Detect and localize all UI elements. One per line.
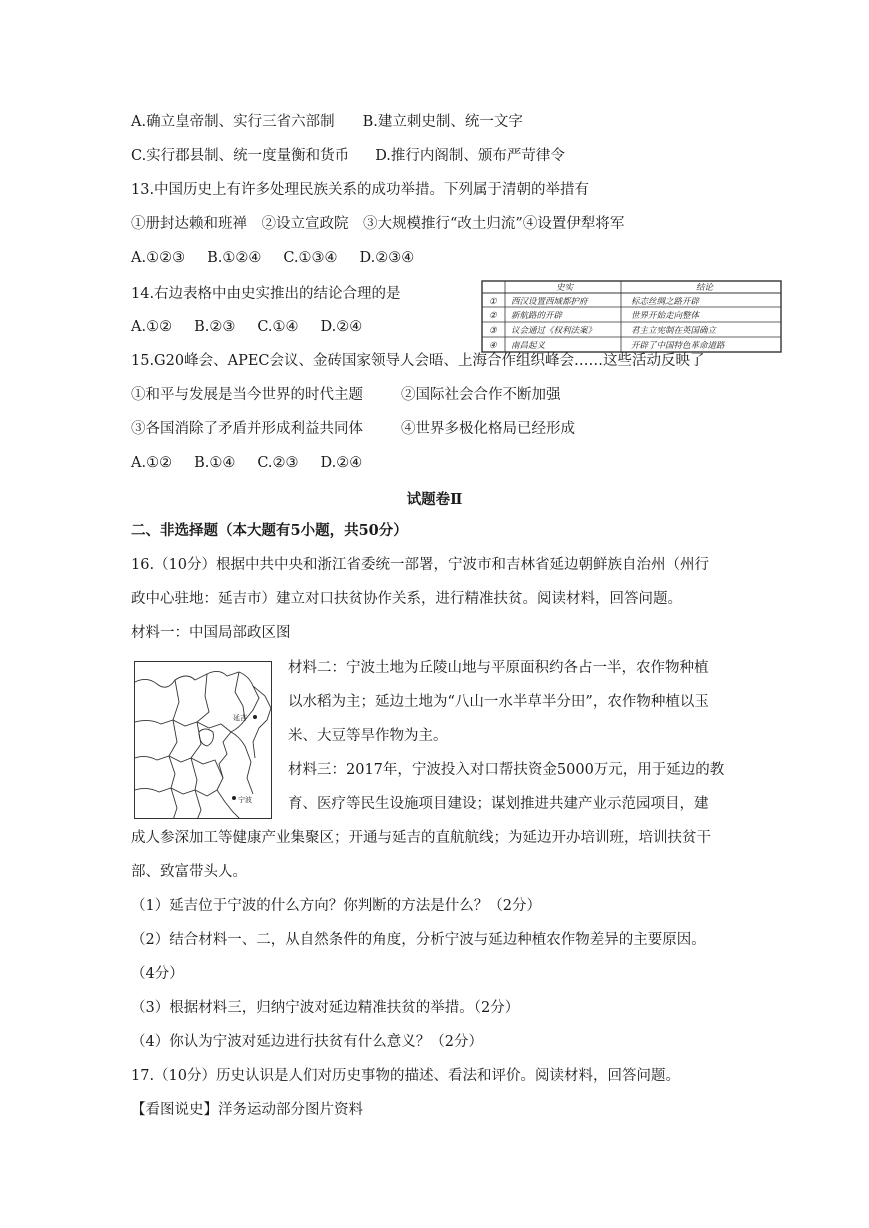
- table-row2-fact: 新航路的开辟: [511, 311, 563, 321]
- q15-option-c: C.②③: [257, 455, 299, 471]
- table-row1-fact: 西汉设置西域都护府: [511, 297, 588, 307]
- q15-item-3: ③各国消除了矛盾并形成利益共同体: [131, 421, 363, 437]
- q12-option-c: C.实行郡县制、统一度量衡和货币: [131, 148, 350, 164]
- q13-option-d: D.②③④: [359, 250, 415, 266]
- q16-sub4: （4）你认为宁波对延边进行扶贫有什么意义？（2分）: [131, 1034, 483, 1050]
- map-label-yanji: 延吉: [233, 714, 247, 722]
- q14-options: [131, 317, 362, 337]
- q16-sub2: （2）结合材料一、二，从自然条件的角度，分析宁波与延边种植农作物差异的主要原因。: [131, 932, 706, 948]
- q14-stem: 14.右边表格中由史实推出的结论合理的是: [131, 286, 401, 302]
- q16-sub1: （1）延吉位于宁波的什么方向？你判断的方法是什么？（2分）: [131, 898, 541, 914]
- q15-option-a: A.①②: [131, 455, 173, 471]
- q16-sub2-score: （4分）: [131, 966, 184, 982]
- table-row4-num: ④: [489, 341, 497, 351]
- q16-material2-line1: 材料二：宁波土地为丘陵山地与平原面积约各占一半，农作物种植: [288, 660, 709, 676]
- q16-material3-line3: 成人参深加工等健康产业集聚区；开通与延吉的直航航线；为延边开办培训班，培训扶贫干: [131, 830, 711, 846]
- q16-stem-line1: 16.（10分）根据中共中央和浙江省委统一部署，宁波市和吉林省延边朝鲜族自治州（州行: [131, 557, 710, 573]
- q13-option-a: A.①②③: [131, 250, 186, 266]
- q15-item-1: ①和平与发展是当今世界的时代主题: [131, 387, 363, 403]
- q14-table: [481, 280, 782, 353]
- table-row4-conclusion: 开辟了中国特色革命道路: [631, 341, 725, 351]
- q13-options: [131, 248, 414, 268]
- q13-option-b: B.①②④: [207, 250, 262, 266]
- q16-sub3: （3）根据材料三，归纳宁波对延边精准扶贫的举措。（2分）: [131, 1000, 520, 1016]
- china-partial-map: [134, 661, 272, 819]
- q13-items: ①册封达赖和班禅 ②设立宣政院 ③大规模推行“改土归流”④设置伊犁将军: [131, 216, 625, 232]
- q16-material1: 材料一：中国局部政区图: [131, 625, 291, 641]
- q15-items-row1: [131, 385, 561, 405]
- q15-item-2: ②国际社会合作不断加强: [401, 387, 561, 403]
- table-row1-num: ①: [489, 297, 497, 307]
- q12-option-b: B.建立刺史制、统一文字: [362, 114, 523, 130]
- q12-options-row1: [131, 112, 523, 132]
- q13-stem: 13.中国历史上有许多处理民族关系的成功举措。下列属于清朝的举措有: [131, 182, 590, 198]
- q16-stem-line2: 政中心驻地：延吉市）建立对口扶贫协作关系，进行精准扶贫。阅读材料，回答问题。: [131, 591, 682, 607]
- q15-items-row2: [131, 419, 575, 439]
- q17-stem: 17.（10分）历史认识是人们对历史事物的描述、看法和评价。阅读材料，回答问题。: [131, 1068, 681, 1084]
- q13-option-c: C.①③④: [283, 250, 338, 266]
- q12-options-row2: [131, 146, 565, 166]
- q17-material: 【看图说史】洋务运动部分图片资料: [131, 1102, 363, 1118]
- q12-option-d: D.推行内阁制、颁布严苛律令: [375, 148, 565, 164]
- table-row2-conclusion: 世界开始走向整体: [631, 311, 700, 321]
- q14-table-graphic: [481, 280, 782, 353]
- q16-material2-line3: 米、大豆等旱作物为主。: [288, 728, 448, 744]
- q15-option-d: D.②④: [320, 455, 363, 471]
- q16-material3-line1: 材料三：2017年，宁波投入对口帮扶资金5000万元，用于延边的教: [288, 762, 725, 778]
- map-graphic: [135, 662, 272, 819]
- table-row1-conclusion: 标志丝绸之路开辟: [631, 297, 700, 307]
- q14-option-b: B.②③: [194, 319, 236, 335]
- q15-stem: 15.G20峰会、APEC会议、金砖国家领导人会晤、上海合作组织峰会……这些活动反映了: [131, 353, 705, 369]
- table-row4-fact: 南昌起义: [511, 341, 546, 351]
- paper-section-title: 试题卷Ⅱ: [406, 491, 463, 508]
- table-row3-conclusion: 君主立宪制在英国确立: [631, 326, 717, 336]
- map-label-ningbo: 宁波: [238, 796, 252, 804]
- q16-material2-line2: 以水稻为主；延边土地为“八山一水半草半分田”，农作物种植以玉: [288, 694, 709, 710]
- q14-option-d: D.②④: [320, 319, 363, 335]
- q16-material3-line4: 部、致富带头人。: [131, 864, 247, 880]
- table-header-fact: 史实: [556, 283, 574, 293]
- q14-option-a: A.①②: [131, 319, 173, 335]
- table-row2-num: ②: [489, 311, 497, 321]
- q15-options: [131, 453, 362, 473]
- table-row3-num: ③: [489, 326, 497, 336]
- q12-option-a: A.确立皇帝制、实行三省六部制: [131, 114, 335, 130]
- q14-option-c: C.①④: [257, 319, 299, 335]
- table-row3-fact: 议会通过《权利法案》: [511, 326, 597, 336]
- q16-material3-line2: 育、医疗等民生设施项目建设；谋划推进共建产业示范园项目，建: [288, 796, 709, 812]
- q15-item-4: ④世界多极化格局已经形成: [401, 421, 575, 437]
- table-header-conclusion: 结论: [696, 283, 714, 293]
- q15-option-b: B.①④: [194, 455, 236, 471]
- section-heading: 二、非选择题（本大题有5小题，共50分）: [131, 522, 408, 539]
